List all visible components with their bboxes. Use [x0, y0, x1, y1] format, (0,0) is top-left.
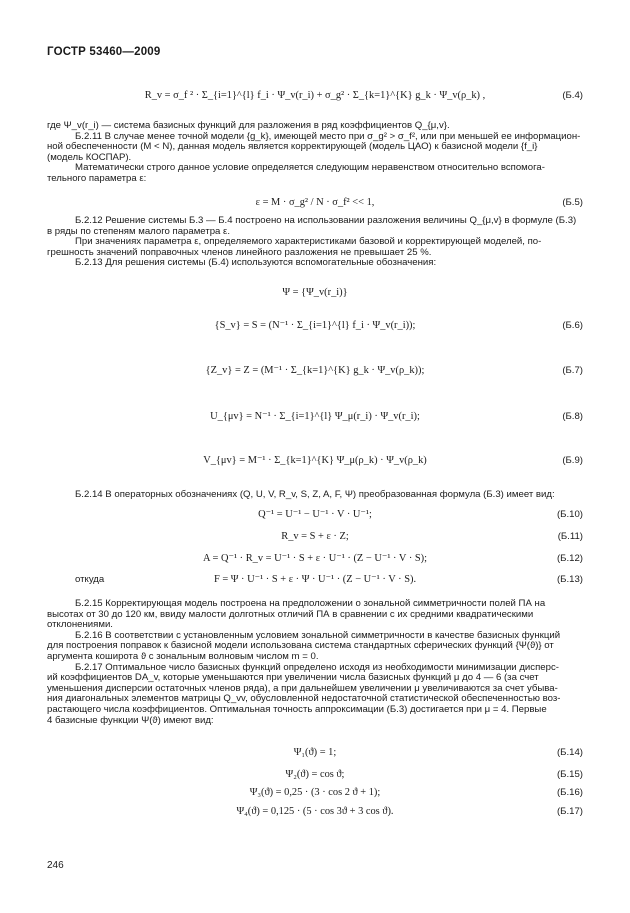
paragraph-b2-15-17	[47, 599, 584, 726]
text-line: Б.2.16 В соответствии с установленным условием зональной симметричности в качестве базисных функций	[75, 629, 561, 641]
equation-b13	[0, 571, 630, 589]
text-line: Б.2.14 В операторных обозначениях (Q, U, V, R_v, S, Z, A, F, Ψ) преобразованная формула (Б.3) имеет вид:	[75, 489, 555, 500]
equation-formula: R_v = σ_f ² · Σ_{i=1}^{l} f_i · Ψ_v(r_i) + σ_g² · Σ_{k=1}^{K} g_k · Ψ_v(ρ_k) ,	[144, 90, 486, 101]
text-line: При значениях параметра ε, определяемого характеристиками базовой и корректирующей моделей, по-	[75, 236, 542, 248]
page-number: 246	[47, 860, 64, 871]
text-line: 4 базисные функции Ψ(ϑ) имеют вид:	[47, 714, 214, 726]
equation-formula: V_{μv} = M⁻¹ · Σ_{k=1}^{K} Ψ_μ(ρ_k) · Ψ_v(ρ_k)	[203, 455, 427, 466]
equation-formula: Ψ₄(ϑ) = 0,125 · (5 · cos 3ϑ + 3 cos ϑ).	[236, 806, 394, 817]
text-line: грешность значений поправочных членов линейного разложения не превышает 25 %.	[47, 246, 432, 258]
text-line: растающего числа коэффициентов. Оптимальная точность аппроксимации (Б.3) достигается при μ = 4. Первые	[47, 703, 547, 715]
text-line: Б.2.12 Решение системы Б.3 — Б.4 построено на использовании разложения величины Q_{μ,v} в формуле (Б.3)	[75, 215, 577, 226]
equation-b17	[0, 803, 630, 821]
text-line: (модель КОСПАР).	[47, 151, 132, 163]
equation-number: (Б.8)	[562, 411, 583, 422]
equation-b11	[0, 528, 630, 546]
equation-number: (Б.12)	[556, 553, 583, 564]
equation-formula: Ψ₁(ϑ) = 1;	[293, 747, 337, 758]
equation-formula: Ψ₃(ϑ) = 0,25 · (3 · cos 2 ϑ + 1);	[249, 787, 381, 798]
paragraph-b2-11	[47, 121, 584, 185]
equation-b12	[0, 550, 630, 568]
equation-number: (Б.9)	[562, 455, 583, 466]
text-line: Б.2.11 В случае менее точной модели {g_k}, имеющей место при σ_g² > σ_f², или при меньшей ее информацион-	[75, 130, 581, 142]
equation-number: (Б.15)	[556, 769, 583, 780]
equation-number: (Б.6)	[562, 320, 583, 331]
equation-b9	[0, 452, 630, 470]
equation-b5	[0, 194, 630, 212]
text-line: в ряды по степеням малого параметра ε.	[47, 225, 230, 237]
text-line: высотах от 30 до 120 км, ввиду малости долготных отличий ПА в сравнении с их средними квадратическими	[47, 608, 534, 620]
equation-psi-definition	[0, 284, 630, 302]
text-line: где Ψ_v(r_i) — система базисных функций для разложения в ряд коэффициентов Q_{μ,v}.	[47, 120, 450, 131]
equation-b14	[0, 744, 630, 762]
equation-number: (Б.5)	[562, 197, 583, 208]
equation-b8	[0, 408, 630, 426]
text-line: для построения поправок к базисной модели использована система стандартных сферических функций {Ψ(ϑ)} от	[47, 640, 554, 652]
equation-formula: Ψ = {Ψ_v(r_i)}	[282, 287, 348, 298]
text-line: аргумента коширота ϑ с зональным волновым числом m = 0.	[47, 650, 319, 662]
text-line: ной обеспеченности (M < N), данная модель является корректирующей (модель ЦАО) к базисной модели {f_i}	[47, 141, 538, 153]
equation-formula: F = Ψ · U⁻¹ · S + ε · Ψ · U⁻¹ · (Z − U⁻¹ · V · S).	[213, 574, 417, 585]
equation-number: (Б.11)	[557, 531, 583, 542]
text-line: ий коэффициентов DA_v, которые уменьшаются при увеличении числа базисных функций μ до 4 — 6 (за счет	[47, 672, 539, 684]
equation-number: (Б.17)	[556, 806, 583, 817]
text-line: ния диагональных элементов матрицы Q_vv, обусловленной недостаточной статистической обеспеченностью воз-	[47, 693, 561, 705]
text-line: Б.2.13 Для решения системы (Б.4) используются вспомогательные обозначения:	[75, 257, 437, 269]
equation-number: (Б.4)	[562, 90, 583, 101]
equation-b6	[0, 317, 630, 335]
text-line: отклонениями.	[47, 619, 113, 631]
equation-b4	[0, 87, 630, 105]
equation-formula: U_{μv} = N⁻¹ · Σ_{i=1}^{l} Ψ_μ(r_i) · Ψ_v(r_i);	[210, 411, 420, 422]
document-header: ГОСТР 53460—2009	[47, 46, 161, 58]
equation-number: (Б.13)	[556, 574, 583, 585]
text-line: Б.2.17 Оптимальное число базисных функций определено исходя из необходимости минимизации дисперс-	[75, 661, 559, 673]
equation-number: (Б.16)	[556, 787, 583, 798]
equation-formula: {Z_v} = Z = (M⁻¹ · Σ_{k=1}^{K} g_k · Ψ_v(ρ_k));	[205, 365, 425, 376]
equation-number: (Б.14)	[556, 747, 583, 758]
equation-b16	[0, 784, 630, 802]
equation-formula: Q⁻¹ = U⁻¹ − U⁻¹ · V · U⁻¹;	[258, 509, 372, 520]
equation-formula: A = Q⁻¹ · R_v = U⁻¹ · S + ε · U⁻¹ · (Z − U⁻¹ · V · S);	[202, 553, 428, 564]
text-line: тельного параметра ε:	[47, 172, 147, 184]
paragraph-b2-14	[47, 490, 584, 501]
equation-b7	[0, 362, 630, 380]
equation-b10	[0, 506, 630, 524]
equation-formula: R_v = S + ε · Z;	[281, 531, 349, 542]
equation-lead-text: откуда	[75, 574, 105, 585]
text-line: Математически строго данное условие определяется следующим неравенством относительно вспомога-	[75, 162, 545, 174]
equation-formula: {S_v} = S = (N⁻¹ · Σ_{i=1}^{l} f_i · Ψ_v(r_i));	[214, 320, 416, 331]
equation-number: (Б.7)	[562, 365, 583, 376]
text-line: уменьшения дисперсии остаточных членов ряда), а при дальнейшем увеличении μ увеличиваются за счет убыва-	[47, 682, 558, 694]
text-line: Б.2.15 Корректирующая модель построена на предположении о зональной симметричности полей ПА на	[75, 598, 546, 609]
equation-b15	[0, 766, 630, 784]
equation-formula: Ψ₂(ϑ) = cos ϑ;	[285, 769, 345, 780]
paragraph-b2-12	[47, 216, 584, 269]
equation-number: (Б.10)	[556, 509, 583, 520]
equation-formula: ε = M · σ_g² / N · σ_f² << 1,	[255, 197, 375, 208]
